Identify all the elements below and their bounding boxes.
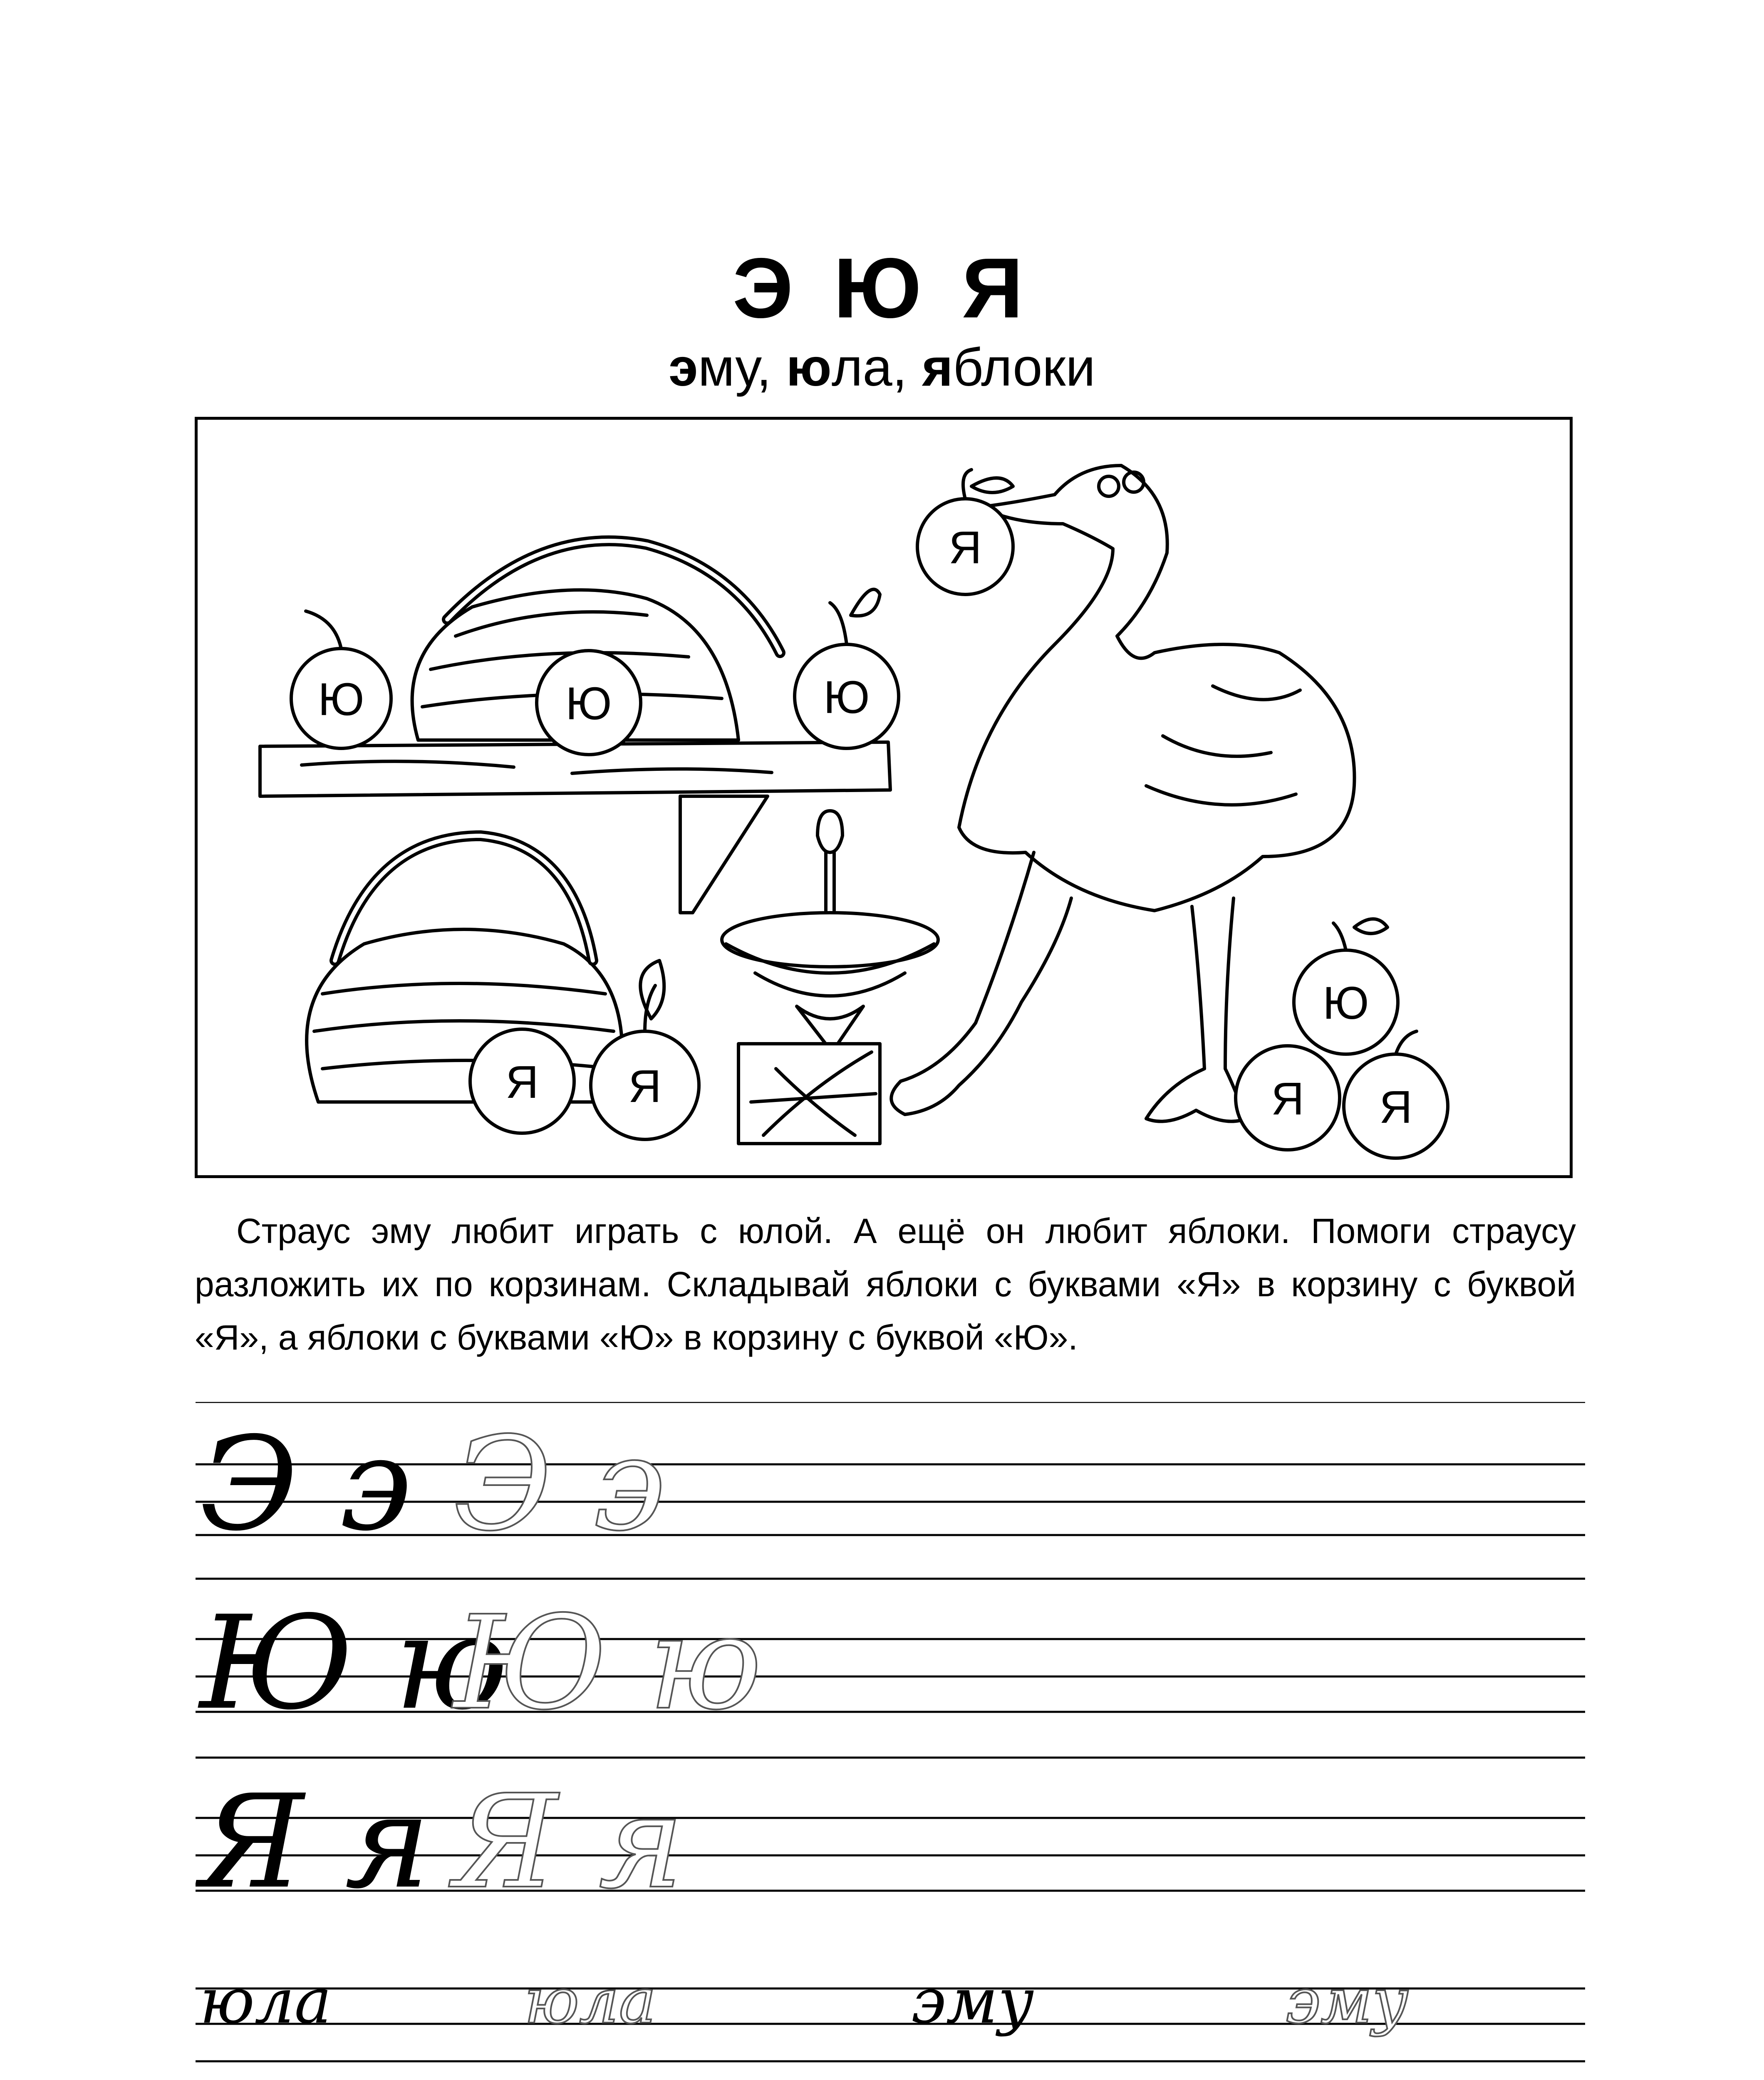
copybook-area bbox=[196, 1402, 1585, 2080]
copybook-lines bbox=[196, 1402, 1585, 2080]
spinning-top bbox=[722, 811, 938, 1052]
word-yabloki: яблоки bbox=[922, 338, 1095, 397]
svg-text:Я: Я bbox=[505, 1057, 539, 1108]
page-title: Э Ю Я bbox=[732, 240, 1032, 336]
trace-e: Э э bbox=[453, 1409, 666, 1560]
story-text bbox=[195, 1204, 1576, 1364]
sample-yula: юла bbox=[200, 1965, 332, 2038]
apple-2 bbox=[291, 611, 391, 748]
box bbox=[738, 1044, 880, 1144]
shelf bbox=[260, 742, 890, 913]
word-yula: юла, bbox=[786, 338, 922, 397]
story-paragraph: Страус эму любит играть с юлой. А ещё он любит яблоки. Помоги страусу разложить их по корзинам. Складывай яблоки с буквами «Я» в корзину с буквой «Я», а яблоки с буквами «Ю» в корзину с буквой «Ю». bbox=[195, 1211, 1576, 1357]
apple-7 bbox=[1294, 919, 1398, 1054]
trace-emu: эму bbox=[1286, 1965, 1409, 2038]
apple-5 bbox=[470, 1029, 574, 1133]
svg-text:Я: Я bbox=[949, 522, 982, 573]
trace-ya: Я я bbox=[453, 1767, 684, 1917]
apple-4 bbox=[795, 589, 899, 748]
apple-1 bbox=[917, 470, 1013, 594]
sample-ya: Я я bbox=[200, 1767, 431, 1917]
trace-yula: юла bbox=[524, 1965, 656, 2038]
sample-emu: эму bbox=[911, 1965, 1034, 2038]
svg-text:Я: Я bbox=[1271, 1073, 1304, 1124]
svg-text:Ю: Ю bbox=[823, 672, 870, 723]
sample-yu: Ю ю bbox=[200, 1588, 508, 1738]
trace-yu: Ю ю bbox=[453, 1588, 762, 1738]
svg-text:Я: Я bbox=[1379, 1082, 1412, 1133]
basket-lower bbox=[307, 836, 622, 1102]
svg-text:Я: Я bbox=[628, 1061, 662, 1112]
word-emu: эму, bbox=[669, 338, 786, 397]
svg-text:Ю: Ю bbox=[318, 674, 364, 725]
apple-8 bbox=[1236, 1046, 1340, 1150]
illustration-frame bbox=[195, 417, 1573, 1178]
svg-text:Ю: Ю bbox=[565, 678, 612, 729]
sample-e: Э э bbox=[200, 1409, 412, 1560]
page-subtitle bbox=[0, 338, 1764, 397]
apple-3 bbox=[537, 651, 641, 755]
svg-text:Ю: Ю bbox=[1323, 978, 1369, 1029]
illustration bbox=[198, 420, 1573, 1178]
